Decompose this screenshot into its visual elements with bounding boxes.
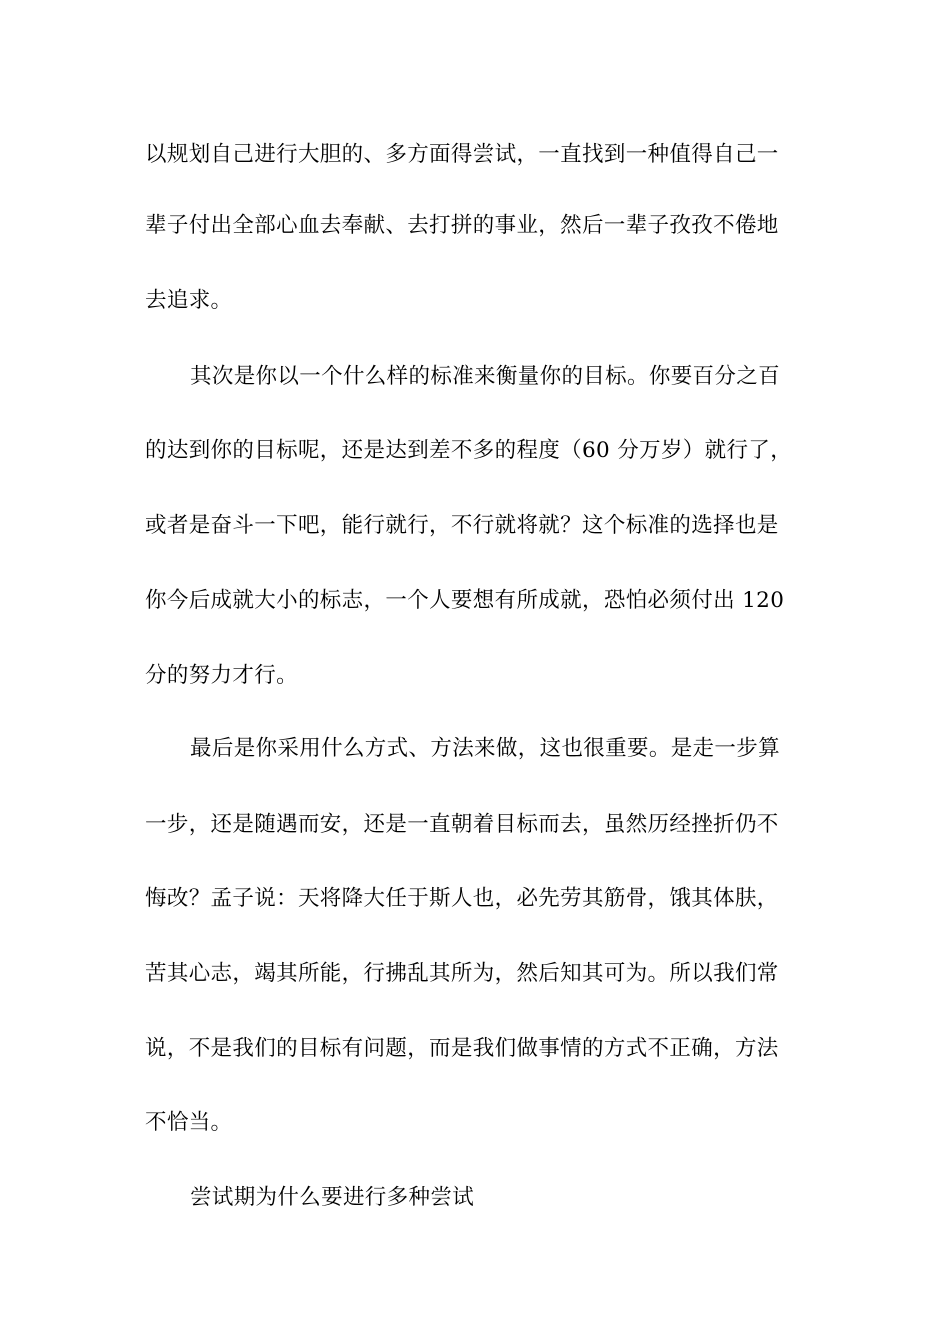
paragraph-line: 最后是你采用什么方式、方法来做，这也很重要。是走一步算	[190, 736, 780, 761]
paragraph-line: 苦其心志，竭其所能，行拂乱其所为，然后知其可为。所以我们常	[145, 961, 779, 986]
paragraph-line: 分的努力才行。	[145, 663, 298, 688]
paragraph-line: 去追求。	[145, 288, 233, 313]
paragraph-line: 说，不是我们的目标有问题，而是我们做事情的方式不正确，方法	[145, 1036, 779, 1061]
paragraph-line: 辈子付出全部心血去奉献、去打拼的事业，然后一辈子孜孜不倦地	[145, 213, 779, 238]
paragraph-line: 以规划自己进行大胆的、多方面得尝试，一直找到一种值得自己一	[145, 142, 779, 167]
paragraph-line: 其次是你以一个什么样的标准来衡量你的目标。你要百分之百	[190, 364, 780, 389]
paragraph-line: 不恰当。	[145, 1110, 233, 1135]
paragraph-line: 你今后成就大小的标志，一个人要想有所成就，恐怕必须付出 120	[145, 588, 785, 613]
paragraph-line: 悔改？孟子说：天将降大任于斯人也，必先劳其筋骨，饿其体肤，	[145, 886, 779, 911]
paragraph-line: 或者是奋斗一下吧，能行就行，不行就将就？这个标准的选择也是	[145, 513, 779, 538]
paragraph-line: 的达到你的目标呢，还是达到差不多的程度（60 分万岁）就行了，	[145, 438, 793, 463]
section-heading: 尝试期为什么要进行多种尝试	[190, 1185, 475, 1210]
paragraph-line: 一步，还是随遇而安，还是一直朝着目标而去，虽然历经挫折仍不	[145, 812, 779, 837]
